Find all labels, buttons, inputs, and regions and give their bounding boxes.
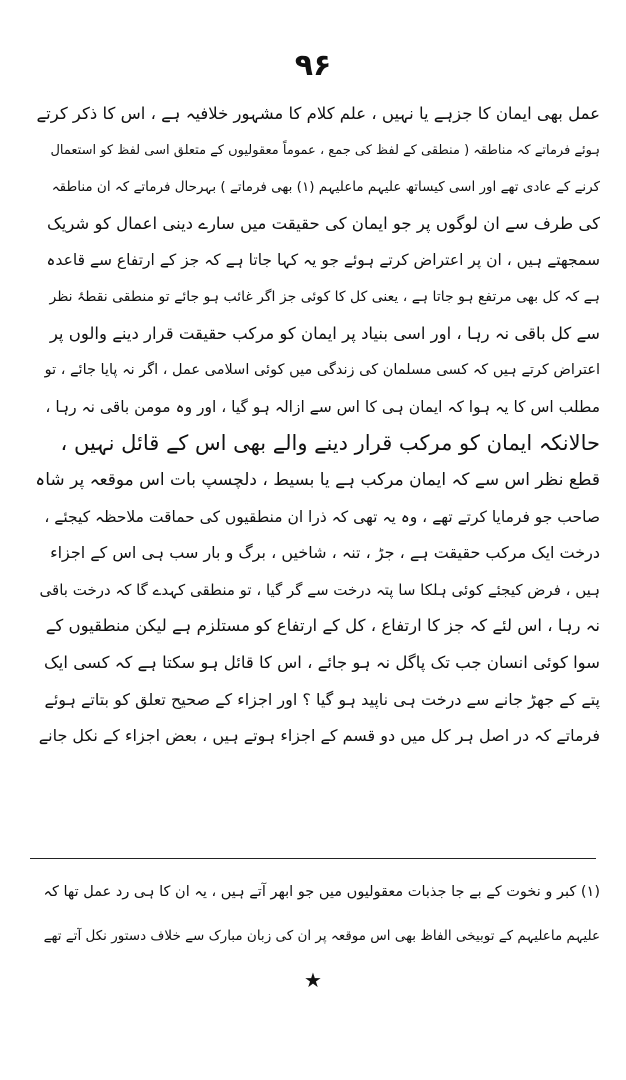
- text-line: درخت ایک مرکب حقیقت ہے ، جڑ ، تنہ ، شاخیں ، برگ و بار سب ہی اس کے اجزاء: [50, 543, 600, 563]
- text-line: صاحب جو فرمایا کرتے تھے ، وہ یہ تھی کہ ذرا ان منطقیوں کی حماقت ملاحظہ کیجئے ،: [44, 507, 600, 526]
- text-line: پتے کے جھڑ جانے سے درخت ہی ناپید ہو گیا ؟ اور اجزاء کے صحیح تعلق کو بتاتے ہوئے: [44, 689, 600, 709]
- text-line: سمجھتے ہیں ، ان پر اعتراض کرتے ہوئے جو یہ کہا جاتا ہے کہ جز کے ارتفاع سے قاعدہ: [46, 251, 600, 270]
- text-line: کرنے کے عادی تھے اور اسی کیساتھ علیہم ماعلیہم (۱) بھی فرماتے ) بہرحال فرماتے کہ ان مناطقہ: [51, 179, 600, 196]
- footnote-line: علیہم ماعلیہم کے توبیخی الفاظ بھی اس موقعہ پر ان کی زبان مبارک سے خلاف دستور نکل آتے تھے: [43, 928, 600, 944]
- text-line: اعتراض کرتے ہیں کہ کسی مسلمان کی زندگی میں کوئی اسلامی عمل ، اگر نہ پایا جائے ، تو: [44, 362, 600, 379]
- text-line: مطلب اس کا یہ ہوا کہ ایمان ہی کا اس سے ازالہ ہو گیا ، اور وہ مومن باقی نہ رہا ،: [45, 397, 600, 416]
- text-line: قطع نظر اس سے کہ ایمان مرکب ہے یا بسیط ، دلچسپ بات اس موقعہ پر شاہ: [35, 469, 600, 490]
- text-line: کی طرف سے ان لوگوں پر جو ایمان کی حقیقت میں سارے دینی اعمال کو شریک: [46, 213, 600, 233]
- text-line: ہے کہ کل بھی مرتفع ہو جاتا ہے ، یعنی کل کا کوئی جز اگر غائب ہو جائے تو منطقی نقطۂ نظر: [49, 288, 600, 305]
- footnote-divider: [30, 858, 596, 859]
- text-line: ہوئے فرماتے کہ مناطقہ ( منطقی کے لفظ کی جمع ، عموماً معقولیوں کے متعلق اسی لفظ کو استعمال: [50, 142, 600, 158]
- text-line: حالانکہ ایمان کو مرکب قرار دینے والے بھی اس کے قائل نہیں ،: [60, 431, 600, 456]
- page-number: ۹۶: [294, 48, 332, 83]
- end-mark: ★: [304, 968, 322, 992]
- text-line: سوا کوئی انسان جب تک پاگل نہ ہو جائے ، اس کا قائل ہو سکتا ہے کہ کسی ایک: [44, 652, 600, 672]
- text-line: نہ رہا ، اس لئے کہ جز کا ارتفاع ، کل کے ارتفاع کو مستلزم ہے لیکن منطقیوں کے: [45, 616, 600, 636]
- text-line: ہیں ، فرض کیجئے کوئی ہلکا سا پتہ درخت سے گر گیا ، تو منطقی کہدے گا کہ درخت باقی: [39, 580, 600, 599]
- text-line: سے کل باقی نہ رہا ، اور اسی بنیاد پر ایمان کو مرکب حقیقت قرار دینے والوں پر: [49, 323, 600, 343]
- footnote: [34, 870, 600, 958]
- text-line: عمل بھی ایمان کا جزہے یا نہیں ، علم کلام کا مشہور خلافیہ ہے ، اس کا ذکر کرتے: [36, 104, 600, 123]
- body-text: [34, 96, 600, 755]
- text-line: فرماتے کہ در اصل ہر کل میں دو قسم کے اجزاء ہوتے ہیں ، بعض اجزاء کے نکل جانے: [38, 726, 600, 746]
- footnote-line: (۱) کبر و نخوت کے بے جا جذبات معقولیوں میں جو ابھر آتے ہیں ، یہ ان کا ہی رد عمل تھا کہ: [43, 884, 600, 900]
